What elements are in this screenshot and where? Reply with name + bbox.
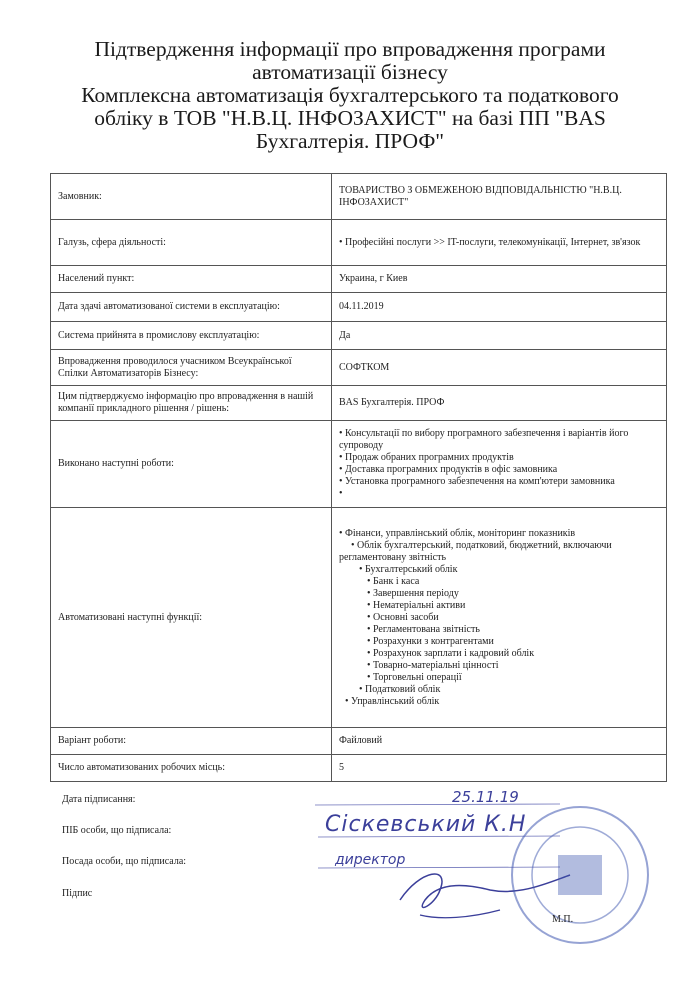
list-item: • Завершення періоду (367, 587, 459, 599)
row-label: Галузь, сфера діяльності: (51, 220, 332, 266)
row-label: Виконано наступні роботи: (51, 421, 332, 508)
list-item: • Нематеріальні активи (367, 599, 466, 611)
list-item: • Розрахунок зарплати і кадровий облік (367, 647, 535, 659)
list-item: • Облік бухгалтерський, податковий, бюджетний, включаючи (351, 539, 612, 551)
list-item: регламентовану звітність (339, 551, 447, 563)
stamp-label: М.П. (552, 914, 574, 925)
list-item: • (339, 488, 343, 499)
name-label: ПІБ особи, що підписала: (62, 825, 172, 836)
list-item: • Установка програмного забезпечення на комп'ютери замовника (339, 476, 615, 487)
list-item: • Товарно-матеріальні цінності (367, 659, 499, 671)
list-item: • Банк і каса (367, 575, 420, 587)
row-value: Да (332, 322, 667, 350)
list-item: • Фінанси, управлінський облік, моніторинг показників (339, 527, 576, 539)
list-item: • Доставка програмних продуктів в офіс замовника (339, 464, 558, 475)
row-value: Украина, г Киев (332, 266, 667, 293)
list-item: • Торговельні операції (367, 671, 462, 683)
handwritten-name: Сіскевський К.Н (325, 812, 527, 837)
row-label: Система прийнята в промислову експлуатацію: (51, 322, 332, 350)
row-value: 5 (332, 755, 667, 782)
row-value: Файловий (332, 728, 667, 755)
title-line: Підтвердження інформації про впровадження програми (94, 37, 606, 61)
position-label: Посада особи, що підписала: (62, 856, 187, 867)
list-item: • Продаж обраних програмних продуктів (339, 452, 514, 463)
list-item: • Податковий облік (359, 683, 441, 695)
title-line: обліку в ТОВ "Н.В.Ц. ІНФОЗАХИСТ" на базі ПП "BAS (94, 106, 606, 130)
row-value: BAS Бухгалтерія. ПРОФ (332, 386, 667, 421)
list-item: • Управлінський облік (345, 695, 440, 707)
row-value: 04.11.2019 (332, 293, 667, 322)
row-label: Автоматизовані наступні функції: (51, 508, 332, 728)
handwritten-position: директор (335, 852, 406, 868)
row-label: Населений пункт: (51, 266, 332, 293)
row-label: Число автоматизованих робочих місць: (51, 755, 332, 782)
row-label: Впровадження проводилося учасником Всеукраїнської Спілки Автоматизаторів Бізнесу: (51, 350, 332, 386)
title-line: Бухгалтерія. ПРОФ" (255, 129, 445, 153)
list-item: • Розрахунки з контрагентами (367, 635, 494, 647)
list-item: • Консультації по вибору програмного забезпечення і варіантів його супроводу (339, 428, 629, 451)
company-stamp-icon (500, 800, 660, 950)
handwritten-date: 25.11.19 (452, 788, 519, 806)
title-line: Комплексна автоматизація бухгалтерського та податкового (81, 83, 619, 107)
row-value: ТОВАРИСТВО З ОБМЕЖЕНОЮ ВІДПОВІДАЛЬНІСТЮ "Н.В.Ц. ІНФОЗАХИСТ" (332, 174, 667, 220)
list-item: • Регламентована звітність (367, 623, 480, 635)
list-item: • Бухгалтерський облік (359, 563, 458, 575)
row-value: СОФТКОМ (332, 350, 667, 386)
row-label: Варіант роботи: (51, 728, 332, 755)
row-value: • Професійні послуги >> IT-послуги, телекомунікації, Інтернет, зв'язок (332, 220, 667, 266)
sign-label: Підпис (62, 888, 93, 899)
title-line: автоматизації бізнесу (252, 60, 448, 84)
row-label: Цим підтверджуємо інформацію про впровадження в нашій компанії прикладного рішення / рішень: (51, 386, 332, 421)
list-item: • Основні засоби (367, 611, 439, 623)
row-label: Дата здачі автоматизованої системи в експлуатацію: (51, 293, 332, 322)
date-label: Дата підписання: (62, 794, 136, 805)
row-label: Замовник: (51, 174, 332, 220)
